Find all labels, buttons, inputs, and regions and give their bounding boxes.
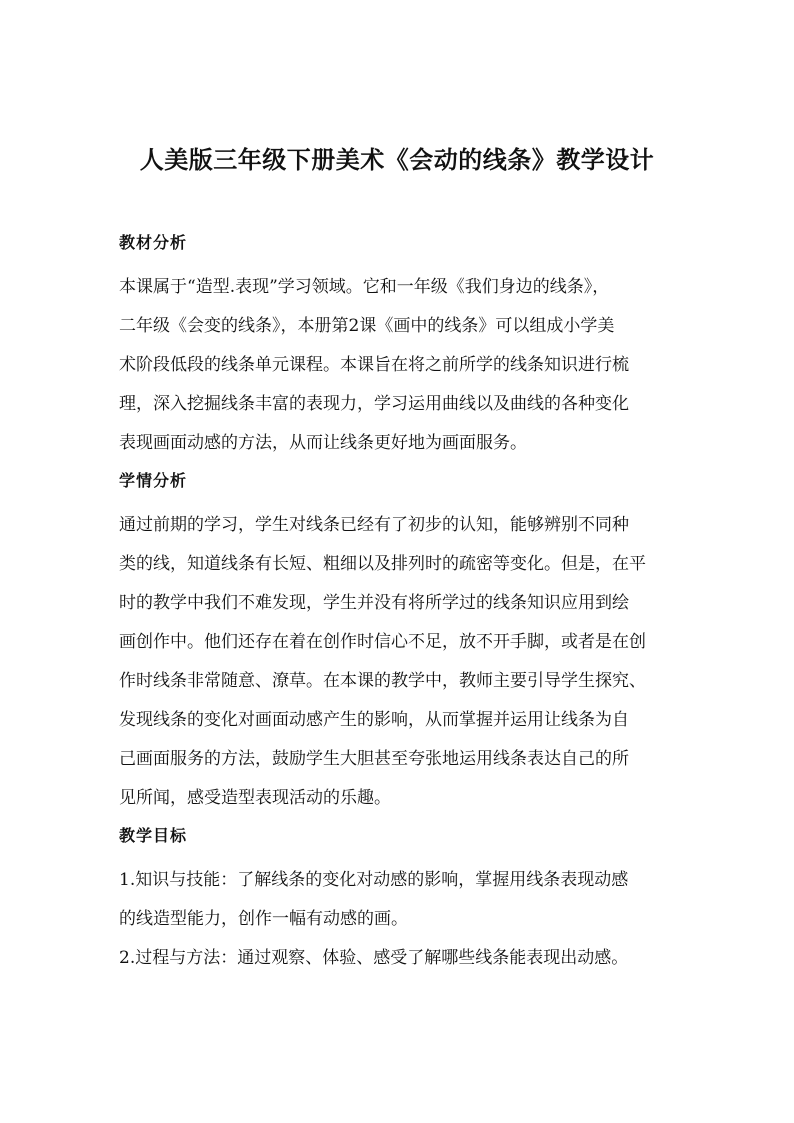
paragraph-line: 理，深入挖掘线条丰富的表现力，学习运用曲线以及曲线的各种变化 xyxy=(119,394,629,414)
document-body xyxy=(119,228,694,978)
section-heading: 学情分析 xyxy=(119,471,188,490)
section-paragraph xyxy=(119,506,694,818)
section-textbook-analysis xyxy=(119,228,694,463)
paragraph-line: 见所闻，感受造型表现活动的乐趣。 xyxy=(119,788,391,808)
paragraph-line: 二年级《会变的线条》，本册第2课《画中的线条》可以组成小学美 xyxy=(119,316,615,336)
paragraph-line: 通过前期的学习，学生对线条已经有了初步的认知，能够辨别不同种 xyxy=(119,515,629,535)
section-heading: 教学目标 xyxy=(119,826,188,845)
goal-line: 2.过程与方法：通过观察、体验、感受了解哪些线条能表现出动感。 xyxy=(119,948,629,968)
paragraph-line: 画创作中。他们还存在着在创作时信心不足，放不开手脚，或者是在创 xyxy=(119,632,646,652)
paragraph-line: 类的线，知道线条有长短、粗细以及排列时的疏密等变化。但是，在平 xyxy=(119,554,646,574)
paragraph-line: 表现画面动感的方法，从而让线条更好地为画面服务。 xyxy=(119,433,527,453)
section-student-analysis xyxy=(119,466,694,818)
section-teaching-goals xyxy=(119,821,694,978)
goal-line: 1.知识与技能：了解线条的变化对动感的影响，掌握用线条表现动感 xyxy=(119,870,629,890)
paragraph-line: 时的教学中我们不难发现，学生并没有将所学过的线条知识应用到绘 xyxy=(119,593,629,613)
section-heading: 教材分析 xyxy=(119,233,188,252)
goal-list xyxy=(119,861,694,978)
paragraph-line: 发现线条的变化对画面动感产生的影响，从而掌握并运用让线条为自 xyxy=(119,710,629,730)
paragraph-line: 术阶段低段的线条单元课程。本课旨在将之前所学的线条知识进行梳 xyxy=(119,355,629,375)
paragraph-line: 作时线条非常随意、潦草。在本课的教学中，教师主要引导学生探究、 xyxy=(119,671,646,691)
paragraph-line: 本课属于“造型.表现”学习领域。它和一年级《我们身边的线条》， xyxy=(119,277,610,297)
document-title: 人美版三年级下册美术《会动的线条》教学设计 xyxy=(139,145,655,174)
section-paragraph xyxy=(119,268,694,463)
paragraph-line: 己画面服务的方法，鼓励学生大胆甚至夸张地运用线条表达自己的所 xyxy=(119,749,629,769)
goal-line: 的线造型能力，创作一幅有动感的画。 xyxy=(119,909,408,929)
